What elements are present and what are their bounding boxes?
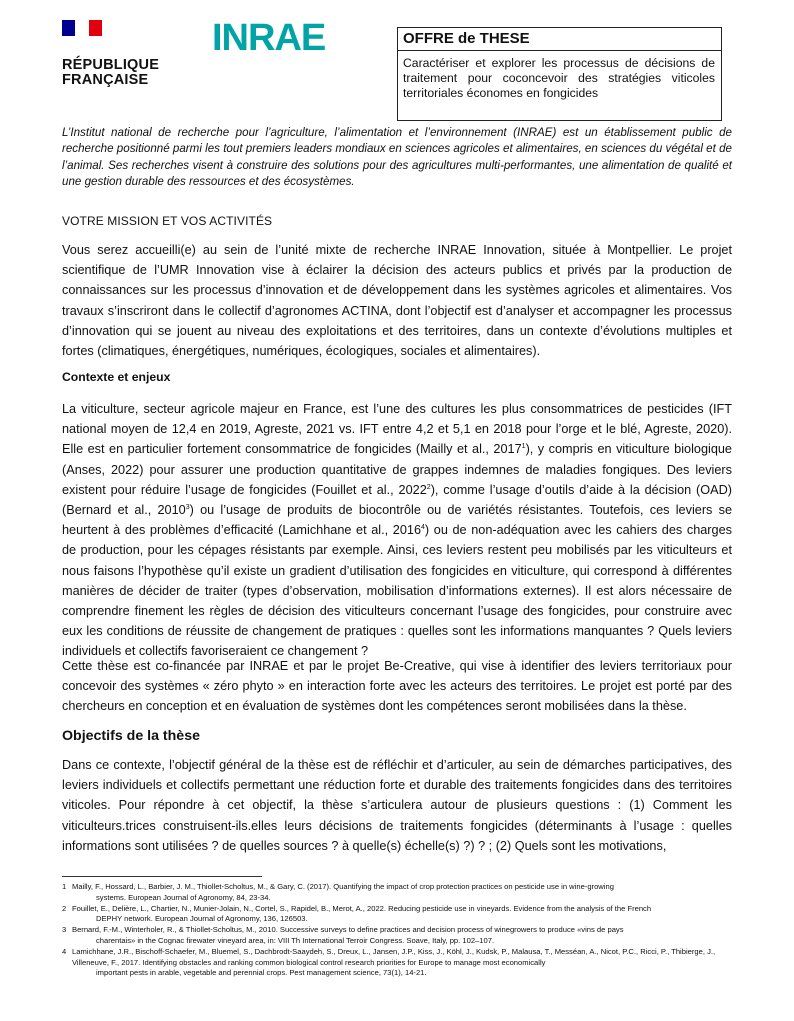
french-flag-icon: [62, 20, 102, 36]
footnote-text-line1: Mailly, F., Hossard, L., Barbier, J. M., Thiollet-Scholtus, M., & Gary, C. (2017). Quantifying the impact of crop protection practices on pesticide use in wine-growing: [72, 882, 614, 891]
footnote-text-line2: charentais» in the Cognac firewater vineyard area, in: VIII Th International Terroir Congress. Soave, Italy, pp. 102–107.: [96, 935, 495, 945]
footnote-ref-1: 1: [521, 443, 526, 451]
institute-intro: L’Institut national de recherche pour l’agriculture, l’alimentation et l’environnement (INRAE) est un établissement public de recherche positionné parmi les tout premiers leaders mondiaux en sciences agricoles et alimentaires, en sciences du végétal et de l’animal. Ses recherches visent à construire des solutions pour des agricultures multi-performantes, une alimentation de qualité et une gestion durable des ressources et des écosystèmes.: [62, 126, 732, 188]
contexte-paragraph-2: Cette thèse est co-financée par INRAE et par le projet Be-Creative, qui vise à identifier des leviers territoriaux pour concevoir des systèmes « zéro phyto » en interaction forte avec les acteurs des territoires. Le projet est porté par des chercheurs en conception et en évaluation de systèmes dont les compétences seront mobilisées dans la thèse.: [62, 659, 732, 714]
footnote-4: [62, 947, 734, 979]
footnote-ref-4: 4: [421, 523, 425, 531]
inrae-logo-text: INRAE: [212, 17, 326, 58]
contexte-text-a: La viticulture, secteur agricole majeur en France, est l’une des cultures les plus consommatrices de pesticides (IFT national moyen de 12,4 en 2019, Agreste, 2021 vs. IFT entre 4,2 et 5,1 en 2018 pour l’orge et le blé, Agreste, 2020). Elle est en particulier fortement consommatrice de fongicides (Mailly et al., 2017: [62, 402, 732, 457]
mission-paragraph: Vous serez accueilli(e) au sein de l’unité mixte de recherche INRAE Innovation, située à Montpellier. Le projet scientifique de l’UMR Innovation vise à éclairer la décision des acteurs publics et privés par la production de connaissances sur les processus d’innovation et de développement dans les systèmes agricoles et alimentaires. Vos travaux s’inscriront dans le collectif d’agronomes ACTINA, dont l’objectif est d’analyser et accompagner les processus d’innovation qui se jouent au niveau des exploitations et des territoires, dans un contexte d’évolutions multiples et fortes (climatiques, énergétiques, numériques, écologiques, sociales et alimentaires).: [62, 243, 732, 359]
inrae-logo: [212, 14, 352, 58]
republique-francaise-logo: [62, 20, 172, 88]
footnote-divider: [62, 876, 262, 877]
footnote-2: [62, 904, 734, 926]
contexte-text-e: ) ou de non-adéquation avec les cahiers des charges de production, pour les cépages résistants par exemple. Ainsi, ces leviers restent peu mobilisés par les viticulteurs et nous faisons l’hypothèse qu’il existe un gradient d’utilisation des fongicides en viticulture, qui correspond à différentes manières de décider de traiter (types d’observation, mobilisation d’informations externes). Il est alors nécessaire de comprendre finement les règles de décision des viticulteurs concernant l’usage des fongicides, pour construire avec eux les conditions de réussite de changement de pratiques : quelles sont les informations manquantes ? Quels leviers individuels et collectifs favoriseraient ce changement ?: [62, 523, 732, 659]
footnote-ref-3: 3: [185, 503, 190, 511]
footnote-3: [62, 925, 734, 947]
footnote-text-line2: systems. European Journal of Agronomy, 84, 23-34.: [96, 892, 271, 902]
footnote-number: 2: [62, 903, 67, 913]
footnote-text-line2: important pests in arable, vegetable and perennial crops. Pest management science, 73(1), 14-21.: [96, 968, 427, 978]
footnote-number: 1: [62, 882, 67, 891]
contexte-paragraph-1: [62, 399, 732, 662]
mission-heading: VOTRE MISSION ET VOS ACTIVITÉS: [62, 214, 273, 228]
footnotes: [62, 882, 734, 979]
republique-text: [62, 58, 172, 88]
offer-box: [397, 27, 722, 121]
footnote-number: 4: [62, 946, 67, 956]
republique-line2: FRANÇAISE: [62, 72, 149, 88]
offer-subtitle: Caractériser et explorer les processus de décisions de traitement pour coconcevoir des stratégies viticoles territoriales économes en fongicides: [403, 56, 715, 100]
contexte-text-b: ), y compris en viticulture biologique (Anses, 2022) pour assurer une production quantitative de grappes indemnes de maladies fongiques. Des leviers existent pour réduire l’usage de fongicides (Fouillet et al., 2022: [62, 442, 732, 497]
footnote-text-line1: Fouillet, E., Delière, L., Chartier, N., Munier-Jolain, N., Cortel, S., Rapidel, B., Merot, A., 2022. Reducing pesticide use in vineyards. Evidence from the analysis of the French: [72, 903, 652, 913]
contexte-heading: Contexte et enjeux: [62, 370, 171, 384]
republique-line1: RÉPUBLIQUE: [62, 57, 160, 73]
contexte-text-d: ) ou l’usage de produits de biocontrôle ou de variétés résistantes. Toutefois, ces leviers se heurtent à des problèmes d’efficacité (Lamichhane et al., 2016: [62, 503, 732, 538]
footnote-text-line1: Bernard, F.-M., Winterholer, R., & Thiollet-Scholtus, M., 2010. Successive surveys to define practices and decision process of winegrowers to produce «vins de pays: [72, 925, 624, 935]
objectifs-paragraph: Dans ce contexte, l’objectif général de la thèse est de réfléchir et d’articuler, au sein de démarches participatives, des leviers individuels et collectifs permettant une réduction forte et durable des traitements fongicides dans des territoires viticoles. Pour répondre à cet objectif, la thèse s’articulera autour de plusieurs questions : (1) Comment les viticulteurs.trices construisent-ils.elles leurs décisions de traitements fongicides (déterminants à l’usage : quelles informations sont utilisées ? de quelles sources ? à quelle(s) échelle(s) ?) ? ; (2) Quels sont les motivations,: [62, 758, 732, 853]
footnote-text-line1: Lamichhane, J.R., Bischoff-Schaefer, M., Bluemel, S., Dachbrodt-Saaydeh, S., Dreux, L., Jansen, J.P., Kiss, J., Köhl, J., Kudsk, P., Malausa, T., Messéan, A., Nicot, P.C., Ricci, P., Thibierge, J., Villeneuve, F., 2017. Identifying obstacles and ranking common biological control research priorities for Europe to manage most economically: [72, 946, 716, 967]
footnote-text-line2: DEPHY network. European Journal of Agronomy, 136, 126503.: [96, 914, 308, 924]
contexte-text-c: ), comme l’usage d’outils d’aide à la décision (OAD) (Bernard et al., 2010: [62, 482, 732, 518]
footnote-1: [62, 882, 734, 904]
objectifs-heading: Objectifs de la thèse: [62, 728, 200, 744]
footnote-ref-2: 2: [426, 483, 431, 491]
offer-title: OFFRE de THESE: [398, 28, 721, 51]
footnote-number: 3: [62, 925, 67, 935]
